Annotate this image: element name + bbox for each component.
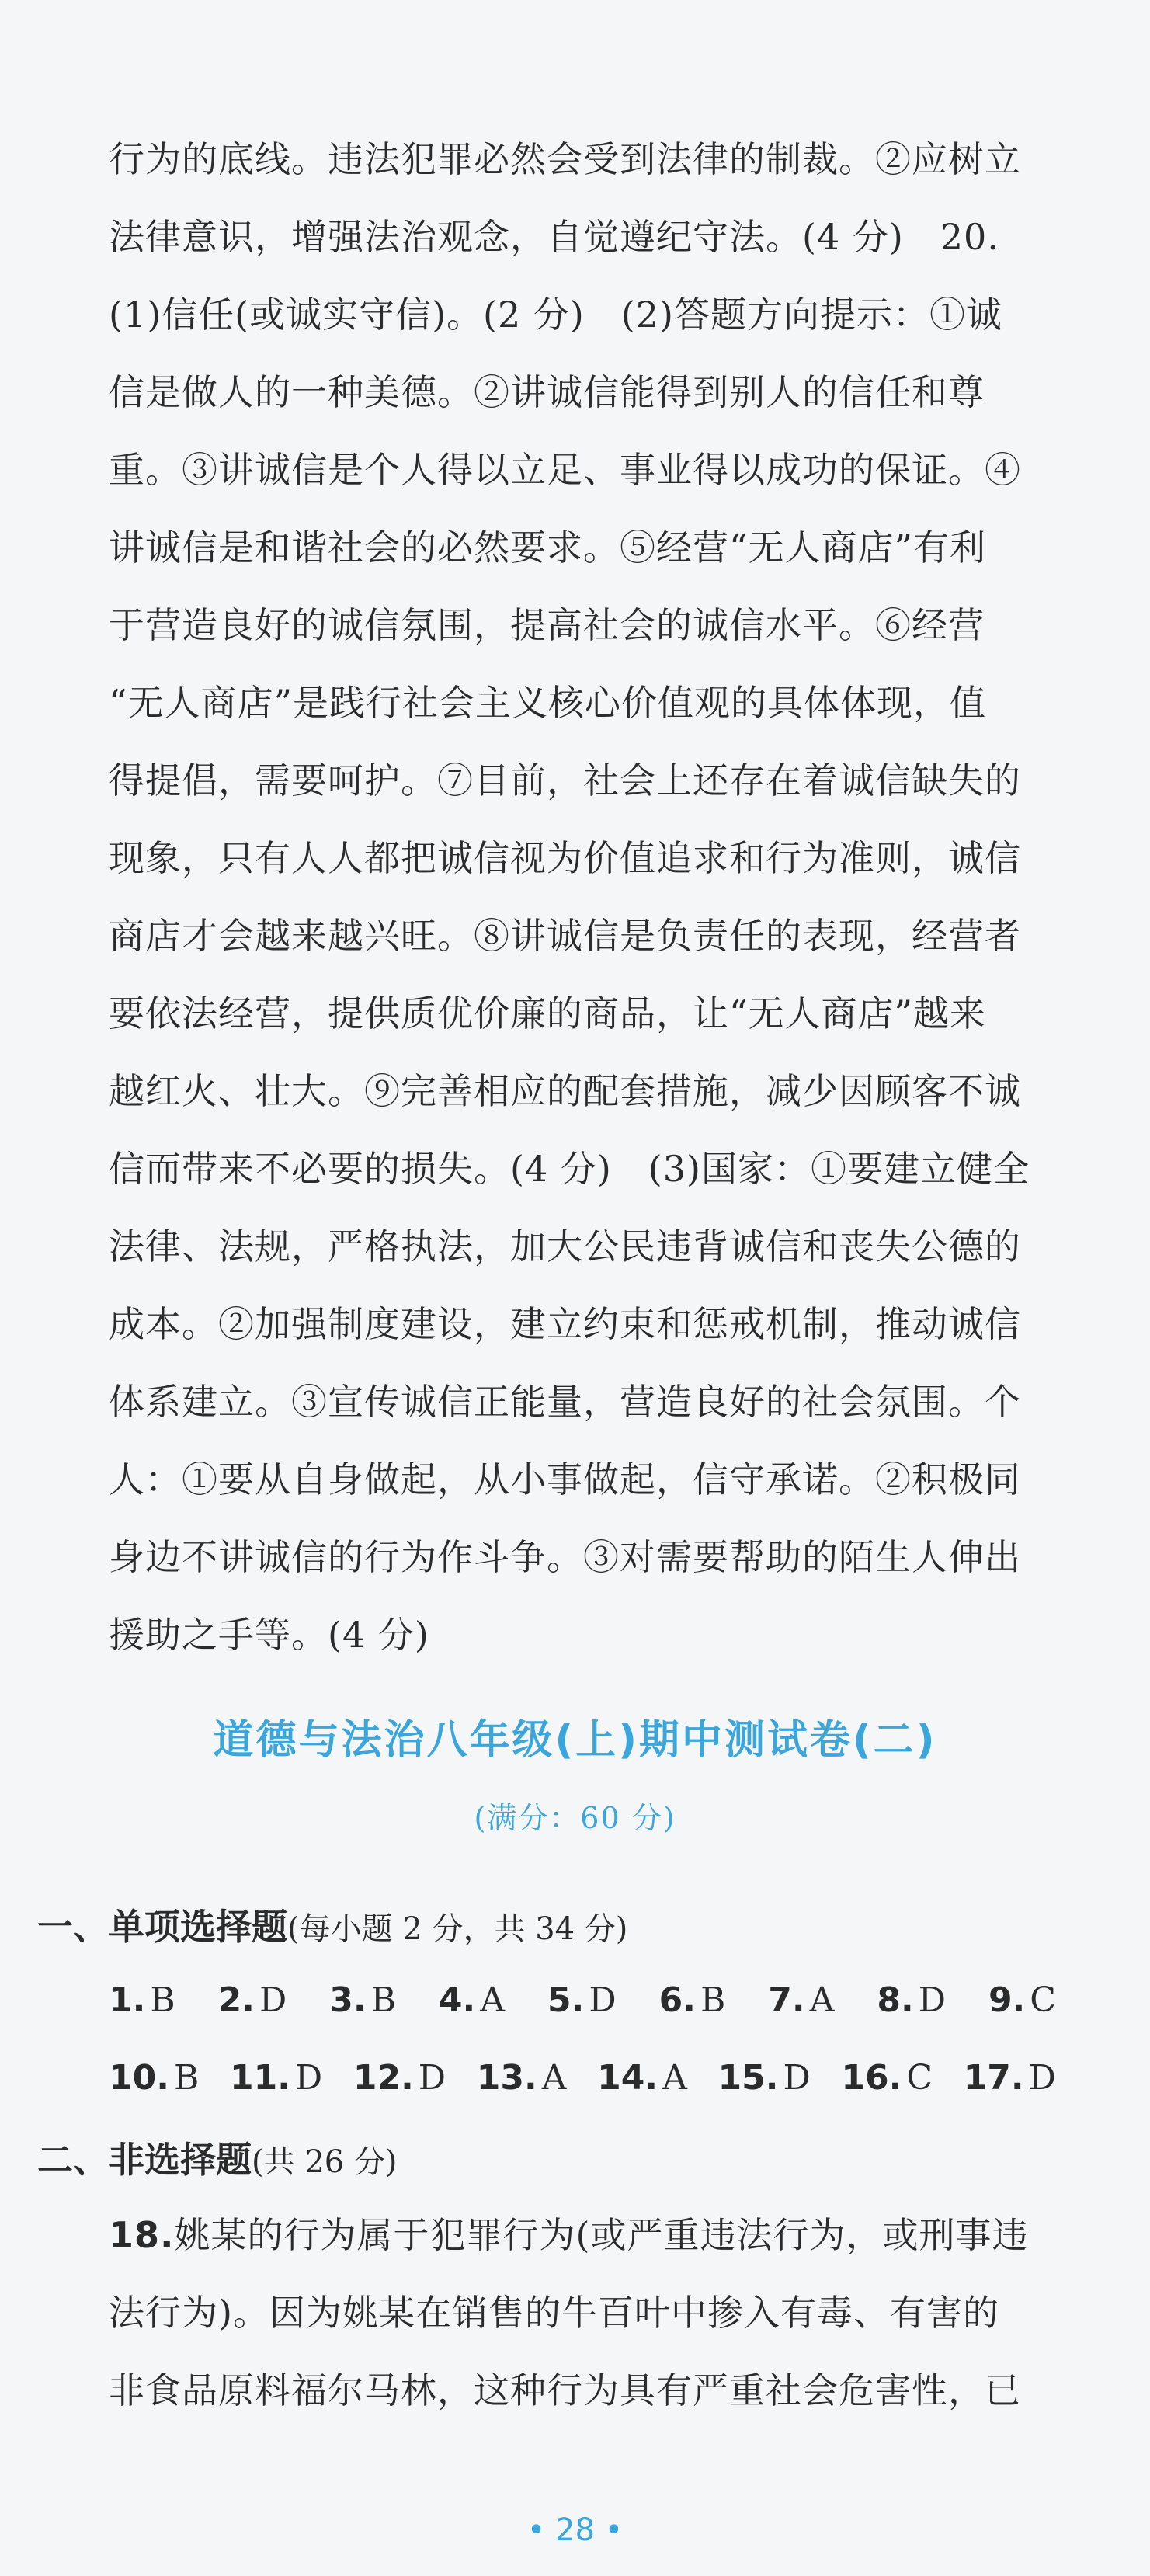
answer-item: 4. A [438,1980,506,2020]
answer-item: 10. B [109,2058,200,2098]
text-line: (1)信任(或诚实守信)。(2 分) (2)答题方向提示：①诚 [109,294,1002,335]
text-line: 现象，只有人人都把诚信视为价值追求和行为准则，诚信 [109,837,1021,879]
text-line: 重。③讲诚信是个人得以立足、事业得以成功的保证。④ [109,449,1021,491]
text-line: 援助之手等。(4 分) [109,1614,429,1656]
text-line: 得提倡，需要呵护。⑦目前，社会上还存在着诚信缺失的 [109,760,1021,801]
text-line: 信而带来不必要的损失。(4 分) (3)国家：①要建立健全 [109,1148,1030,1190]
section-note: (每小题 2 分，共 34 分) [287,1911,628,1947]
answer-item: 7. A [768,1980,835,2020]
question-number: 18. [109,2214,175,2256]
answer-item: 14. A [597,2058,687,2098]
answer-item: 1. B [109,1980,175,2020]
answer-item: 3. B [329,1980,396,2020]
text-line: 非食品原料福尔马林，这种行为具有严重社会危害性，已 [109,2369,1021,2411]
section-title: 二、非选择题 [37,2139,252,2181]
text-line: 法律意识，增强法治观念，自觉遵纪守法。(4 分) 20. [109,216,999,258]
answer-item: 5. D [547,1980,617,2020]
section-title: 一、单项选择题 [37,1906,287,1948]
page-number: • 28 • [526,2512,624,2548]
answer-continuation-text [109,120,1041,1674]
answer-item: 2. D [217,1980,287,2020]
text-line: 行为的底线。违法犯罪必然会受到法律的制裁。②应树立 [109,138,1021,180]
text-line: 法行为)。因为姚某在销售的牛百叶中掺入有毒、有害的 [109,2292,999,2334]
answer-item: 17. D [963,2058,1056,2098]
answer-item: 15. D [717,2058,811,2098]
text-line: 商店才会越来越兴旺。⑧讲诚信是负责任的表现，经营者 [109,915,1021,957]
answer-item: 13. A [476,2058,567,2098]
text-line: 18.姚某的行为属于犯罪行为(或严重违法行为，或刑事违 [109,2214,1029,2256]
text-line: 体系建立。③宣传诚信正能量，营造良好的社会氛围。个 [109,1381,1021,1423]
section-heading-non-choice [37,2132,398,2183]
text-line: 人：①要从自身做起，从小事做起，信守承诺。②积极同 [109,1458,1021,1500]
section-heading-single-choice [37,1899,627,1950]
answer-row-2 [109,2058,1056,2098]
text-line: 讲诚信是和谐社会的必然要求。⑤经营“无人商店”有利 [109,527,987,568]
text-line: “无人商店”是践行社会主义核心价值观的具体体现，值 [109,682,987,724]
text-line: 成本。②加强制度建设，建立约束和惩戒机制，推动诚信 [109,1303,1021,1345]
answer-item: 8. D [877,1980,946,2020]
answer-item: 12. D [353,2058,446,2098]
answer-item: 11. D [229,2058,323,2098]
question-18-answer [109,2196,1048,2429]
text-line: 于营造良好的诚信氛围，提高社会的诚信水平。⑥经营 [109,604,985,646]
text-line: 法律、法规，严格执法，加大公民违背诚信和丧失公德的 [109,1225,1021,1267]
text-line: 信是做人的一种美德。②讲诚信能得到别人的信任和尊 [109,371,985,413]
exam-subtitle: (满分：60 分) [474,1801,676,1835]
answer-item: 9. C [988,1980,1056,2020]
text-line: 越红火、壮大。⑨完善相应的配套措施，减少因顾客不诚 [109,1070,1021,1112]
answer-item: 16. C [841,2058,933,2098]
text-line: 身边不讲诚信的行为作斗争。③对需要帮助的陌生人伸出 [109,1536,1021,1578]
exam-title: 道德与法治八年级(上)期中测试卷(二) [213,1717,937,1764]
answer-row-1 [109,1980,1056,2020]
section-note: (共 26 分) [252,2144,398,2180]
text-line: 要依法经营，提供质优价廉的商品，让“无人商店”越来 [109,993,987,1034]
answer-item: 6. B [658,1980,726,2020]
